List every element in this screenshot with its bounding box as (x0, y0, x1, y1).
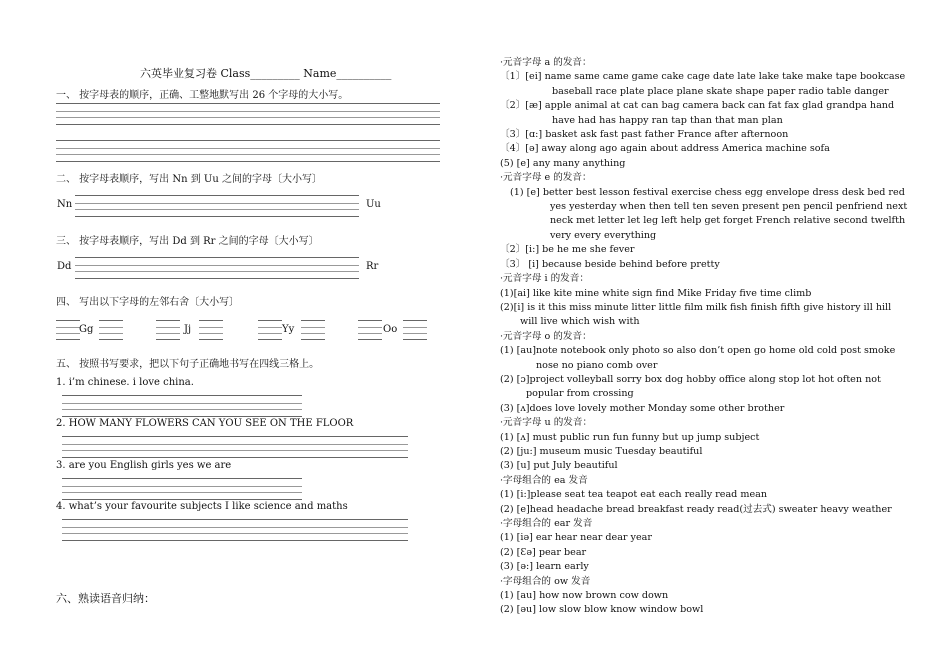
phonics-line: ·元音字母 a 的发音： (500, 57, 592, 68)
phonics-line: will live which wish with (520, 316, 640, 328)
phonics-line: (2) [əu] low slow blow know window bowl (500, 604, 704, 616)
phonics-line: (3) [ʌ]does love lovely mother Monday some other brother (500, 402, 785, 414)
neighbor-box[interactable] (56, 320, 80, 340)
q3-end-letter: Rr (366, 261, 379, 272)
phonics-line: popular from crossing (526, 388, 634, 400)
phonics-line: ·元音字母 o 的发音： (500, 330, 592, 342)
neighbor-box[interactable] (258, 320, 282, 340)
neighbor-box[interactable] (199, 320, 223, 340)
neighbor-box[interactable] (358, 320, 382, 340)
phonics-line: (2) [Ɛə] pear bear (500, 546, 587, 558)
phonics-line: baseball race plate place plane skate shape paper radio table danger (552, 85, 889, 97)
phonics-line: (1) [au] how now brown cow down (500, 590, 669, 602)
question-4: 四、 写出以下字母的左邻右舍〔大小写〕 (56, 297, 240, 308)
question-1: 一、 按字母表的顺序，正确、工整地默写出 26 个字母的大小写。 (56, 90, 349, 101)
phonics-line: (2)[i] is it this miss minute litter little film milk fish finish fifth give history ill hill (500, 301, 892, 313)
worksheet-title: 六英毕业复习卷 Class_________ Name__________ (140, 67, 392, 80)
phonics-line: 〔3〕[ɑ:] basket ask fast past father France after afternoon (500, 129, 789, 141)
phonics-line: ·字母组合的 ow 发音 (500, 575, 591, 587)
question-3: 三、 按字母表顺序，写出 Dd 到 Rr 之间的字母〔大小写〕 (56, 236, 319, 247)
question-5: 五、 按照书写要求，把以下句子正确地书写在四线三格上。 (56, 359, 320, 370)
writing-lines-1b[interactable] (56, 140, 440, 162)
phonics-line: 〔4〕[ə] away along ago again about address America machine sofa (500, 143, 830, 155)
phonics-line: (1) [iə] ear hear near dear year (500, 532, 652, 544)
phonics-line: (1)[ai] like kite mine white sign find Mike Friday five time climb (500, 287, 812, 299)
phonics-line: (2) [e]head headache bread breakfast ready read(过去式) sweater heavy weather (500, 503, 892, 515)
writing-lines-s4[interactable] (62, 519, 408, 541)
phonics-line: very every everything (550, 229, 657, 241)
writing-lines-s3[interactable] (62, 478, 302, 500)
phonics-line: ·字母组合的 ea 发音 (500, 474, 588, 486)
phonics-line: 〔2〕[æ] apple animal at cat can bag camera back can fat fax glad grandpa hand (500, 100, 895, 112)
writing-lines-2[interactable] (75, 195, 359, 217)
neighbor-box[interactable] (403, 320, 427, 340)
question-2: 二、 按字母表顺序，写出 Nn 到 Uu 之间的字母〔大小写〕 (56, 174, 322, 185)
neighbor-letter: Oo (383, 324, 398, 335)
phonics-line: have had has happy ran tap than that man plan (552, 114, 783, 126)
phonics-line: neck met letter let leg left help get forget French relative second twelfth (550, 215, 906, 227)
writing-lines-s1[interactable] (62, 395, 302, 417)
phonics-line: ·字母组合的 ear 发音 (500, 518, 593, 529)
phonics-line: nose no piano comb over (536, 359, 658, 371)
phonics-line: yes yesterday when then tell ten seven present pen pencil penfriend next (550, 201, 908, 213)
phonics-line: 〔2〕[i:] be he me she fever (500, 244, 635, 256)
neighbor-letter: Gg (79, 324, 94, 335)
sentence-4: 4. what’s your favourite subjects I like science and maths (56, 501, 348, 512)
sentence-3: 3. are you English girls yes we are (56, 460, 232, 471)
neighbor-box[interactable] (156, 320, 180, 340)
phonics-line: (1) [ʌ] must public run fun funny but up jump subject (500, 431, 760, 443)
sentence-1: 1. i’m chinese. i love china. (56, 377, 194, 388)
phonics-list (500, 56, 907, 618)
section-6-heading: 六、熟读语音归纳： (56, 592, 155, 605)
phonics-line: (1) [e] better best lesson festival exercise chess egg envelope dress desk bed red (510, 186, 905, 198)
phonics-line: ·元音字母 u 的发音： (500, 417, 593, 429)
phonics-line: (5) [e] any many anything (500, 157, 626, 169)
writing-lines-3[interactable] (75, 257, 359, 279)
q2-start-letter: Nn (57, 199, 73, 210)
phonics-line: (1) [au]note notebook only photo so also don’t open go home old cold post smoke (500, 345, 896, 357)
phonics-line: (2) [ju:] museum music Tuesday beautiful (500, 445, 703, 457)
phonics-line: ·元音字母 e 的发音： (500, 172, 592, 184)
neighbor-box[interactable] (99, 320, 123, 340)
neighbor-box[interactable] (301, 320, 325, 340)
sentence-2: 2. HOW MANY FLOWERS CAN YOU SEE ON THE FLOOR (56, 418, 354, 429)
phonics-line: (2) [ɔ]project volleyball sorry box dog hobby office along stop lot hot often not (500, 373, 881, 385)
q3-start-letter: Dd (57, 261, 72, 272)
q2-end-letter: Uu (366, 199, 381, 210)
phonics-line: ·元音字母 i 的发音： (500, 273, 589, 285)
phonics-line: 〔3〕 [i] because beside behind before pretty (500, 258, 720, 270)
neighbor-letter: Yy (282, 324, 295, 335)
phonics-line: (3) [ə:] learn early (500, 561, 589, 573)
writing-lines-1a[interactable] (56, 103, 440, 125)
neighbor-letter: Jj (184, 324, 192, 335)
phonics-line: 〔1〕[ei] name same came game cake cage date late lake take make tape bookcase (500, 71, 906, 83)
phonics-line: (3) [u] put July beautiful (500, 460, 618, 472)
writing-lines-s2[interactable] (62, 436, 408, 458)
phonics-line: (1) [i:]please seat tea teapot eat each really read mean (500, 489, 768, 501)
